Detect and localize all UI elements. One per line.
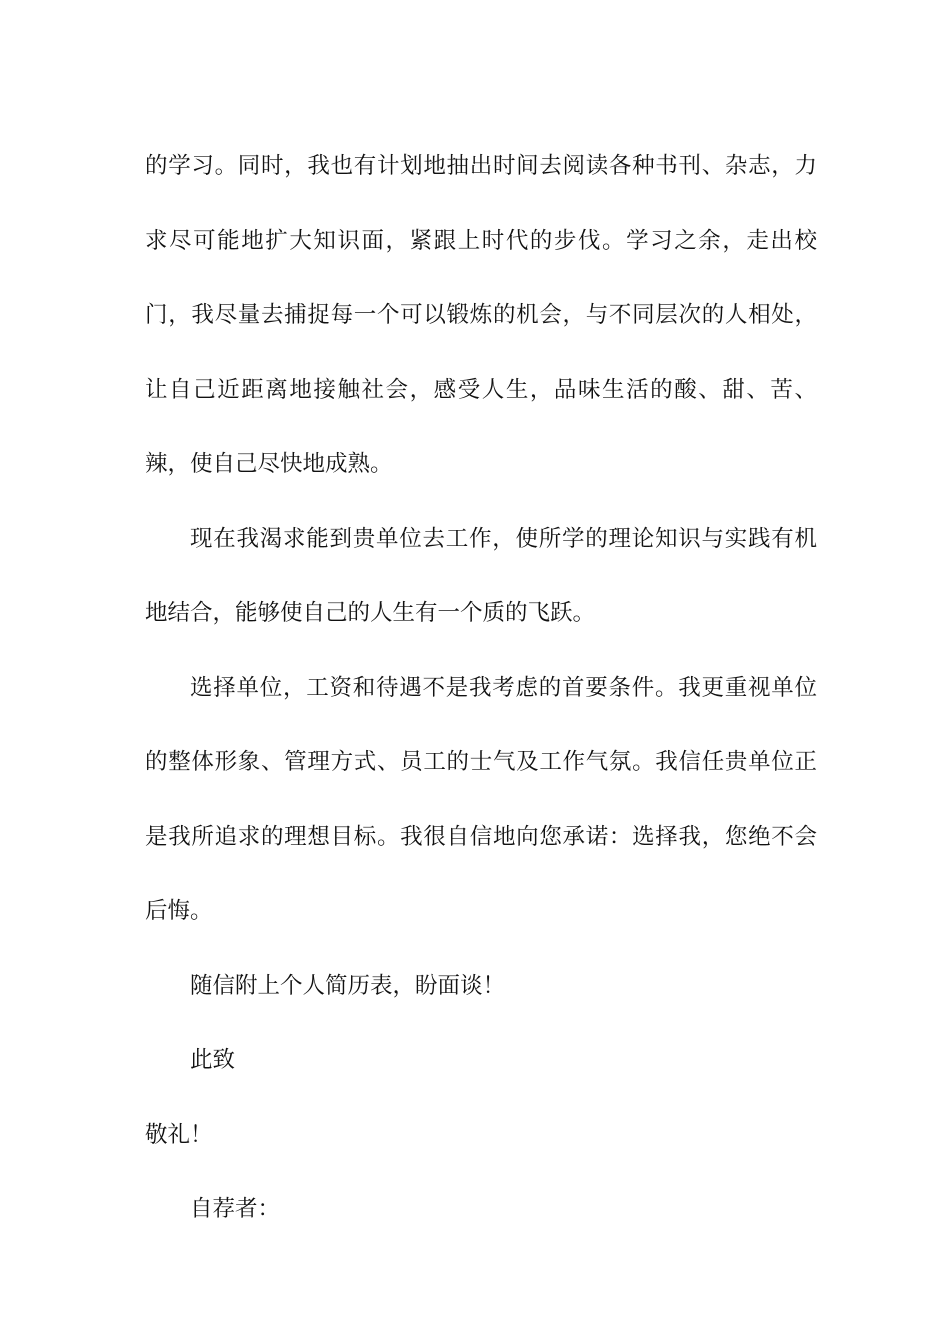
salutation: 敬礼！ (145, 1121, 213, 1148)
paragraph-aspiration: 现在我渴求能到贵单位去工作，使所学的理论知识与实践有机地结合，能够使自己的人生有一个质的飞跃。 (145, 525, 817, 626)
paragraph-attachment-note: 随信附上个人简历表，盼面谈！ (190, 972, 506, 999)
closing-phrase: 此致 (190, 1047, 236, 1073)
signature-label: 自荐者： (190, 1196, 281, 1222)
paragraph-continuation: 的学习。同时，我也有计划地抽出时间去阅读各种书刊、杂志，力求尽可能地扩大知识面，紧跟上时代的步伐。学习之余，走出校门，我尽量去捕捉每一个可以锻炼的机会，与不同层次的人相处，让自己近距离地接触社会，感受人生，品味生活的酸、甜、苦、辣，使自己尽快地成熟。 (145, 153, 817, 477)
paragraph-selection-criteria: 选择单位，工资和待遇不是我考虑的首要条件。我更重视单位的整体形象、管理方式、员工的士气及工作气氛。我信任贵单位正是我所追求的理想目标。我很自信地向您承诺：选择我，您绝不会后悔。 (145, 674, 817, 924)
letter-body (145, 129, 817, 1247)
